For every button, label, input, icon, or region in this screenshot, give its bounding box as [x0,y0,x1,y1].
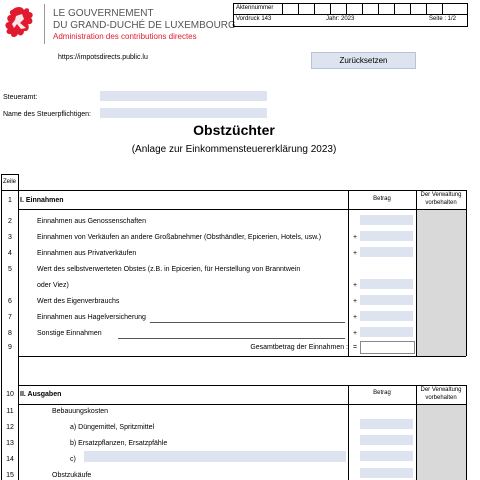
row-number: 10 [6,391,14,398]
betrag-header: Betrag [373,390,391,396]
url-text: https://impotsdirects.public.lu [58,54,148,61]
header-info-box [233,3,468,27]
custom-cost-description-input[interactable] [84,451,346,462]
row-number: 9 [8,344,12,351]
reset-button[interactable] [311,52,416,69]
verwaltung-header-2: vorbehalten [425,395,457,401]
steueramt-input[interactable] [100,91,267,101]
betrag-input[interactable] [360,468,413,478]
vordruck-text: Vordruck 143 [236,16,272,22]
seite-text: Seite : 1/2 [429,16,457,22]
verwaltung-header-1: Der Verwaltung [420,192,462,198]
sonstige-description-line [118,338,345,339]
luxembourg-lion-logo [2,4,38,42]
row-number: 8 [8,330,12,337]
betrag-input[interactable] [360,435,413,445]
row-number: 6 [8,298,12,305]
row-label: Einnahmen aus Hagelversicherung [37,314,146,321]
row-operator: + [353,330,358,337]
row-number: 3 [8,234,12,241]
row-operator: + [353,234,358,241]
betrag-header: Betrag [373,196,391,202]
row-number: 4 [8,250,12,257]
aktennummer-label: Aktennummer [236,5,274,11]
name-input[interactable] [100,108,267,118]
betrag-input[interactable] [360,451,413,461]
total-einnahmen-value [360,341,415,354]
section-title-einnahmen: I. Einnahmen [20,197,64,204]
zeile-label: Zeile [3,179,17,185]
row-number: 11 [6,408,14,415]
row-number: 14 [6,456,14,463]
row-label: Einnahmen aus Genossenschaften [37,218,146,225]
betrag-input[interactable] [360,231,413,241]
row-label: b) Ersatzpflanzen, Ersatzpfähle [70,440,168,447]
steueramt-label: Steueramt: [3,94,38,101]
row-number: 12 [6,424,14,431]
row-label: c) [70,456,76,463]
gov-line-3: Administration des contributions directes [53,32,197,41]
row-number: 1 [8,197,12,204]
admin-reserved-column-2 [417,405,466,480]
jahr-text: Jahr: 2023 [326,16,355,22]
betrag-input[interactable] [360,327,413,337]
row-operator: + [353,314,358,321]
row-label: Wert des Eigenverbrauchs [37,298,120,305]
gov-line-2: DU GRAND-DUCHÉ DE LUXEMBOURG [53,20,236,31]
betrag-input[interactable] [360,311,413,321]
page-title: Obstzüchter [193,122,275,138]
admin-reserved-column-1 [417,210,466,356]
row-number: 5 [8,266,12,273]
reset-button-label: Zurücksetzen [339,56,388,65]
section-title-ausgaben: II. Ausgaben [20,391,62,398]
row-label: Einnahmen aus Privatverkäufen [37,250,137,257]
betrag-input[interactable] [360,247,413,257]
row-label: Obstzukäufe [52,472,92,479]
betrag-input[interactable] [360,419,413,429]
hagel-description-line [150,322,345,323]
row-operator: = [353,344,358,351]
name-label: Name des Steuerpflichtigen: [3,111,91,118]
verwaltung-header-2: vorbehalten [425,200,457,206]
row-number: 13 [6,440,14,447]
row-label: oder Viez) [37,282,69,289]
verwaltung-header-1: Der Verwaltung [420,387,462,393]
betrag-input[interactable] [360,279,413,289]
row-operator: + [353,282,358,289]
row-operator: + [353,298,358,305]
betrag-input[interactable] [360,295,413,305]
row-operator: + [353,250,358,257]
row-label: Sonstige Einnahmen [37,330,102,337]
row-label: Einnahmen von Verkäufen an andere Großabnehmer (Obsthändler, Epicerien, Hotels, usw.) [37,234,322,241]
row-label: a) Düngemittel, Spritzmittel [70,424,155,431]
row-number: 2 [8,218,12,225]
row-label: Bebauungskosten [52,408,109,415]
row-number: 15 [6,472,14,479]
row-number: 7 [8,314,12,321]
row-label-total: Gesamtbetrag der Einnahmen : [250,344,348,351]
row-label: Wert des selbstverwerteten Obstes (z.B. in Epicerien, für Herstellung von Branntwein [37,266,301,273]
betrag-input[interactable] [360,215,413,225]
gov-line-1: LE GOUVERNEMENT [53,8,154,19]
page-subtitle: (Anlage zur Einkommensteuererklärung 2023) [131,144,337,155]
